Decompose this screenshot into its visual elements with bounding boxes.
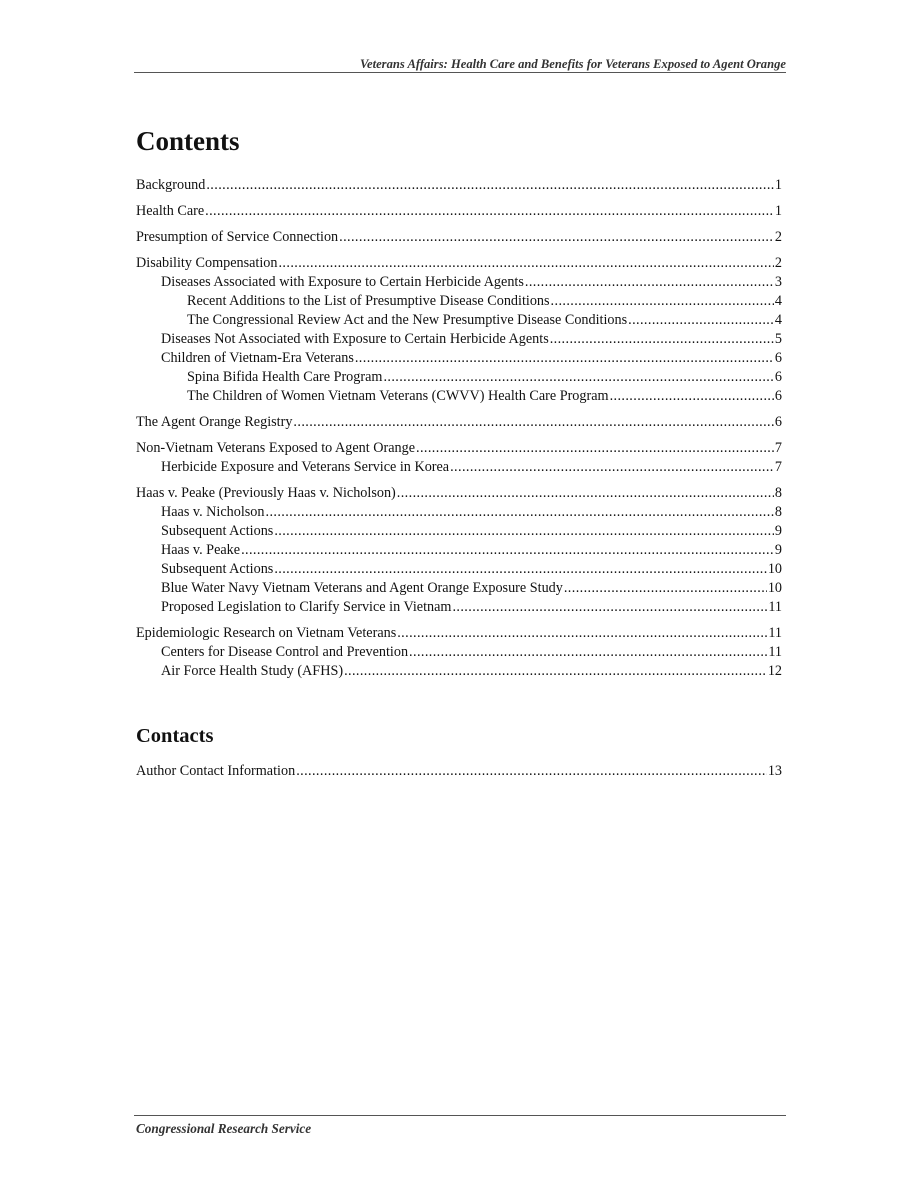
toc-dot-leader <box>525 273 774 292</box>
toc-entry-page: 6 <box>774 369 782 385</box>
toc-entry-cdc[interactable] <box>136 643 782 662</box>
toc-entry-page: 11 <box>768 644 782 660</box>
toc-entry-page: 8 <box>774 504 782 520</box>
running-footer: Congressional Research Service <box>136 1121 312 1136</box>
toc-entry-title: Author Contact Information <box>136 763 296 779</box>
toc-entry-background[interactable] <box>136 176 782 195</box>
toc-entry-page: 2 <box>774 229 782 245</box>
toc-entry-page: 7 <box>774 440 782 456</box>
toc-entry-title: Proposed Legislation to Clarify Service in Vietnam <box>161 599 452 615</box>
toc-dot-leader <box>628 311 774 330</box>
toc-dot-leader <box>452 598 767 617</box>
toc-entry-congressional-review-act[interactable] <box>136 311 782 330</box>
toc-entry-page: 4 <box>774 293 782 309</box>
toc-dot-leader <box>205 202 774 221</box>
toc-entry-title: Haas v. Peake (Previously Haas v. Nicholson) <box>136 485 396 501</box>
toc-dot-leader <box>355 349 774 368</box>
toc-entry-presumption-of-service-connection[interactable] <box>136 228 782 247</box>
toc-entry-haas-v-peake[interactable] <box>136 541 782 560</box>
toc-entry-title: Haas v. Peake <box>161 542 241 558</box>
toc-dot-leader <box>397 484 774 503</box>
toc-entry-page: 6 <box>774 388 782 404</box>
toc-entry-page: 5 <box>774 331 782 347</box>
toc-entry-title: Diseases Associated with Exposure to Certain Herbicide Agents <box>161 274 524 290</box>
toc-entry-title: The Congressional Review Act and the New Presumptive Disease Conditions <box>187 312 628 328</box>
toc-dot-leader <box>274 522 774 541</box>
contents-heading: Contents <box>136 126 240 156</box>
toc-dot-leader <box>610 387 774 406</box>
toc-entry-disability-compensation[interactable] <box>136 254 782 273</box>
toc-dot-leader <box>339 228 774 247</box>
toc-entry-title: The Children of Women Vietnam Veterans (CWVV) Health Care Program <box>187 388 609 404</box>
toc-entry-page: 13 <box>767 763 782 779</box>
toc-entry-spina-bifida-program[interactable] <box>136 368 782 387</box>
toc-entry-title: Spina Bifida Health Care Program <box>187 369 383 385</box>
toc-entry-title: Presumption of Service Connection <box>136 229 339 245</box>
toc-dot-leader <box>416 439 774 458</box>
toc-entry-title: Recent Additions to the List of Presumptive Disease Conditions <box>187 293 550 309</box>
contacts-list <box>136 762 782 781</box>
toc-dot-leader <box>278 254 773 273</box>
toc-entry-diseases-not-associated[interactable] <box>136 330 782 349</box>
toc-entry-page: 1 <box>774 203 782 219</box>
toc-dot-leader <box>274 560 766 579</box>
toc-dot-leader <box>206 176 774 195</box>
toc-dot-leader <box>550 330 774 349</box>
toc-entry-page: 11 <box>768 599 782 615</box>
toc-dot-leader <box>397 624 767 643</box>
toc-dot-leader <box>241 541 774 560</box>
toc-dot-leader <box>409 643 767 662</box>
toc-entry-title: Haas v. Nicholson <box>161 504 265 520</box>
toc-entry-page: 3 <box>774 274 782 290</box>
toc-entry-page: 6 <box>774 414 782 430</box>
toc-entry-epidemiologic-research[interactable] <box>136 624 782 643</box>
toc-dot-leader <box>383 368 773 387</box>
toc-entry-diseases-associated[interactable] <box>136 273 782 292</box>
toc-entry-title: Children of Vietnam-Era Veterans <box>161 350 354 366</box>
toc-entry-afhs[interactable] <box>136 662 782 681</box>
toc-dot-leader <box>450 458 774 477</box>
toc-entry-page: 6 <box>774 350 782 366</box>
toc-entry-blue-water-navy[interactable] <box>136 579 782 598</box>
toc-entry-haas-v-nicholson[interactable] <box>136 503 782 522</box>
toc-entry-health-care[interactable] <box>136 202 782 221</box>
toc-entry-title: The Agent Orange Registry <box>136 414 293 430</box>
toc-entry-cwvv-program[interactable] <box>136 387 782 406</box>
toc-dot-leader <box>266 503 774 522</box>
toc-entry-page: 10 <box>767 580 782 596</box>
toc-entry-title: Blue Water Navy Vietnam Veterans and Agent Orange Exposure Study <box>161 580 563 596</box>
toc-entry-title: Diseases Not Associated with Exposure to Certain Herbicide Agents <box>161 331 549 347</box>
toc-entry-haas-v-peake-previously[interactable] <box>136 484 782 503</box>
toc-entry-non-vietnam-veterans[interactable] <box>136 439 782 458</box>
toc-entry-agent-orange-registry[interactable] <box>136 413 782 432</box>
footer-rule <box>134 1115 786 1116</box>
toc-entry-page: 1 <box>774 177 782 193</box>
toc-entry-title: Epidemiologic Research on Vietnam Veterans <box>136 625 397 641</box>
toc-entry-herbicide-exposure-korea[interactable] <box>136 458 782 477</box>
toc-dot-leader <box>296 762 767 781</box>
toc-entry-title: Subsequent Actions <box>161 523 274 539</box>
toc-entry-subsequent-actions-1[interactable] <box>136 522 782 541</box>
toc-entry-page: 12 <box>767 663 782 679</box>
toc-entry-title: Herbicide Exposure and Veterans Service in Korea <box>161 459 450 475</box>
toc-dot-leader <box>293 413 773 432</box>
toc-entry-children-of-vietnam-era-veterans[interactable] <box>136 349 782 368</box>
toc-entry-subsequent-actions-2[interactable] <box>136 560 782 579</box>
toc-entry-page: 10 <box>767 561 782 577</box>
toc-entry-proposed-legislation[interactable] <box>136 598 782 617</box>
toc-entry-title: Subsequent Actions <box>161 561 274 577</box>
toc-entry-recent-additions[interactable] <box>136 292 782 311</box>
contacts-heading: Contacts <box>136 725 214 747</box>
toc-entry-page: 7 <box>774 459 782 475</box>
toc-entry-title: Non-Vietnam Veterans Exposed to Agent Orange <box>136 440 416 456</box>
toc-entry-page: 4 <box>774 312 782 328</box>
toc-entry-title: Centers for Disease Control and Prevention <box>161 644 409 660</box>
toc-dot-leader <box>551 292 774 311</box>
toc-entry-title: Disability Compensation <box>136 255 278 271</box>
toc-entry-page: 11 <box>768 625 782 641</box>
running-header: Veterans Affairs: Health Care and Benefits for Veterans Exposed to Agent Orange <box>359 57 786 71</box>
toc-dot-leader <box>344 662 767 681</box>
header-rule <box>134 72 786 73</box>
toc-entry-page: 2 <box>774 255 782 271</box>
toc-entry-page: 9 <box>774 523 782 539</box>
toc-dot-leader <box>564 579 767 598</box>
toc-entry-title: Health Care <box>136 203 205 219</box>
toc-entry-author-contact-information[interactable] <box>136 762 782 781</box>
toc-list <box>136 176 782 681</box>
toc-entry-page: 9 <box>774 542 782 558</box>
toc-entry-title: Air Force Health Study (AFHS) <box>161 663 344 679</box>
toc-entry-page: 8 <box>774 485 782 501</box>
toc-entry-title: Background <box>136 177 206 193</box>
